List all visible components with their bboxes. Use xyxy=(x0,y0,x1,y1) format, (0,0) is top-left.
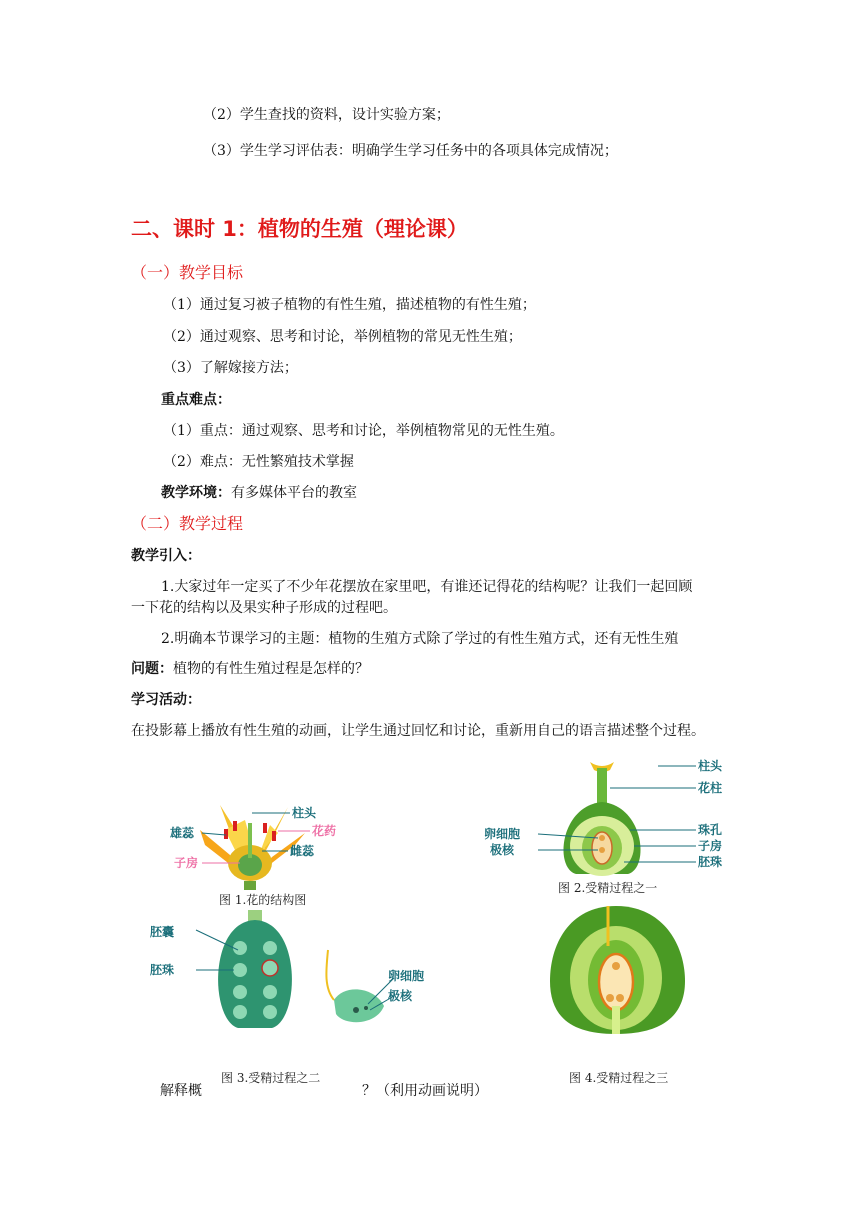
pistil-illustration xyxy=(563,762,640,876)
section-title: 二、课时 1：植物的生殖（理论课） xyxy=(131,217,468,241)
fig3-caption: 图 3.受精过程之二 xyxy=(221,1071,321,1085)
objective-2: （2）通过观察、思考和讨论，举例植物的常见无性生殖； xyxy=(163,329,522,345)
ovary-illustration xyxy=(218,910,292,1028)
intro-paragraph-2: 2.明确本节课学习的主题：植物的生殖方式除了学过的有性生殖方式，还有无性生殖 xyxy=(161,631,679,647)
ovule-closeup xyxy=(326,950,384,1022)
fig1-label-stamen: 雄蕊 xyxy=(170,826,195,840)
fig2-label-egg: 卵细胞 xyxy=(484,827,521,841)
flower-structure-figure xyxy=(160,785,360,890)
explain-tail: ？（利用动画说明） xyxy=(362,1083,488,1099)
fig2-label-polar: 极核 xyxy=(490,843,515,857)
environment-line xyxy=(161,484,357,502)
environment-value: 有多媒体平台的教室 xyxy=(231,485,357,501)
fertilization-figure-3 xyxy=(550,906,685,1034)
objective-3: （3）了解嫁接方法； xyxy=(163,360,298,376)
intro-label: 教学引入： xyxy=(131,548,201,564)
question-label: 问题： xyxy=(131,661,173,677)
fig2-caption: 图 2.受精过程之一 xyxy=(558,881,658,895)
key-point-1: （1）重点：通过观察、思考和讨论，举例植物常见的无性生殖。 xyxy=(163,423,564,439)
fertilization-figure-1 xyxy=(480,758,730,876)
environment-label: 教学环境： xyxy=(161,485,231,501)
key-points-label: 重点难点： xyxy=(161,392,231,408)
fig2-label-stigma: 柱头 xyxy=(698,759,723,773)
fig1-label-stigma: 柱头 xyxy=(292,806,317,820)
fertilization-figure-2 xyxy=(148,910,448,1035)
fig2-label-ovary: 子房 xyxy=(698,839,723,853)
fig1-label-pistil: 雌蕊 xyxy=(290,844,315,858)
activity-label: 学习活动： xyxy=(131,692,201,708)
fig1-label-anther: 花药 xyxy=(312,824,337,838)
fig2-label-micropyle: 珠孔 xyxy=(698,823,723,837)
process-heading: （二）教学过程 xyxy=(131,514,244,533)
explain-visible: 解释概 xyxy=(160,1083,202,1099)
intro-paragraph-1-line2: 一下花的结构以及果实种子形成的过程吧。 xyxy=(131,600,397,616)
activity-text: 在投影幕上播放有性生殖的动画，让学生通过回忆和讨论，重新用自己的语言描述整个过程。 xyxy=(131,723,705,739)
fig2-label-ovule: 胚珠 xyxy=(698,855,723,869)
fig3-label-sac: 胚囊 xyxy=(150,925,175,939)
question-line xyxy=(131,660,369,678)
fig1-caption: 图 1.花的结构图 xyxy=(219,893,307,907)
fig2-label-style: 花柱 xyxy=(698,781,723,795)
fig3-label-polar: 极核 xyxy=(388,989,413,1003)
objectives-heading: （一）教学目标 xyxy=(131,263,244,282)
list-item-2: （2）学生查找的资料，设计实验方案； xyxy=(203,107,450,123)
fig3-label-egg: 卵细胞 xyxy=(388,969,425,983)
objective-1: （1）通过复习被子植物的有性生殖，描述植物的有性生殖； xyxy=(163,297,536,313)
fig4-caption: 图 4.受精过程之三 xyxy=(569,1071,669,1085)
ovary-cross-section xyxy=(550,906,685,1034)
intro-paragraph-1-line1: 1.大家过年一定买了不少年花摆放在家里吧，有谁还记得花的结构呢？让我们一起回顾 xyxy=(161,579,693,595)
key-point-2: （2）难点：无性繁殖技术掌握 xyxy=(163,454,354,470)
list-item-3: （3）学生学习评估表：明确学生学习任务中的各项具体完成情况； xyxy=(203,143,618,159)
explain-line xyxy=(160,1082,488,1100)
fig3-label-ovule: 胚珠 xyxy=(150,963,175,977)
question-text: 植物的有性生殖过程是怎样的？ xyxy=(173,661,369,677)
fig1-label-ovary: 子房 xyxy=(174,856,199,870)
